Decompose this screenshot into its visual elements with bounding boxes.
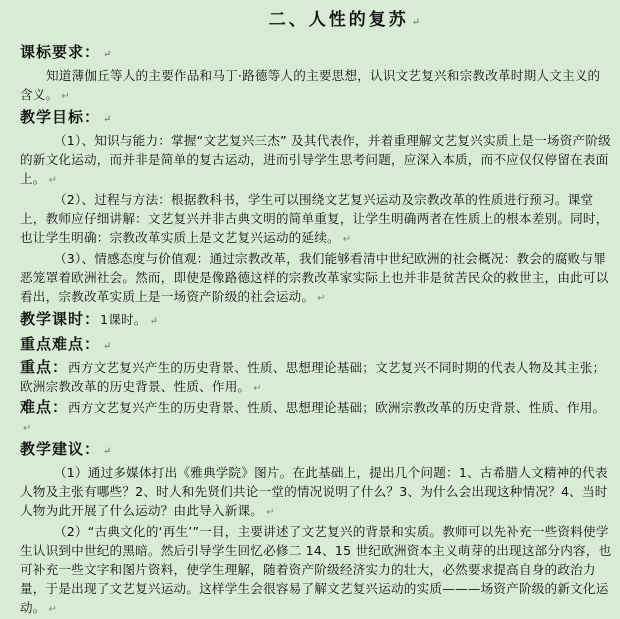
objective-text: （3）、情感态度与价值观：通过宗教改革，我们能够看清中世纪欧洲的社会概况：教会的腐败与罪恶笼罩着欧洲社会。然而，即使是像路德这样的宗教改革家实际上也并非是贫苦民众的救世主，由此可以看出，宗教改革实质上是一场资产阶级的社会运动。	[20, 251, 609, 304]
key-point-paragraph	[20, 358, 612, 398]
key-text: 西方文艺复兴产生的历史背景、性质、思想理论基础；文艺复兴不同时期的代表人物及其主张；欧洲宗教改革的历史背景、性质、作用。	[20, 360, 606, 394]
objectives-heading-text: 教学目标：	[20, 108, 101, 126]
objective-item	[20, 190, 612, 249]
hours-line	[20, 308, 612, 333]
suggestion-item	[20, 463, 612, 522]
key-label: 重点：	[20, 358, 69, 376]
suggestion-text: （1）通过多媒体打出《雅典学院》图片。在此基础上，提出几个问题：1、古希腊人文精神的代表人物及主张有哪些？2、时人和先贤们共论一堂的情况说明了什么？3、为什么会出现这种情况？4、当时人物为此开展了什么运动？由此导入新课。	[20, 465, 608, 518]
suggestion-item	[20, 522, 612, 619]
paragraph-mark: ↵	[149, 316, 160, 327]
hours-text: 1课时。	[100, 312, 147, 327]
suggestions-heading-text: 教学建议：	[20, 440, 101, 458]
difficult-label: 难点：	[20, 398, 69, 416]
key-points-heading	[20, 333, 612, 358]
paragraph-mark: ↵	[23, 423, 32, 434]
paragraph-mark: ↵	[103, 446, 113, 457]
paragraph-mark: ↵	[253, 383, 262, 394]
paragraph-mark: ↵	[317, 293, 326, 304]
paragraph-mark: ↵	[342, 234, 352, 245]
curriculum-heading-text: 课标要求：	[20, 43, 101, 61]
suggestions-heading	[20, 438, 612, 463]
title-text: 二、人性的复苏	[268, 10, 409, 30]
paragraph-mark: ↵	[103, 49, 113, 60]
objective-item	[20, 131, 612, 190]
objectives-heading	[20, 106, 612, 131]
paragraph-mark: ↵	[61, 91, 70, 102]
paragraph-mark: ↵	[103, 341, 113, 352]
page-title	[80, 8, 612, 35]
paragraph-mark: ↵	[411, 17, 424, 28]
paragraph-mark: ↵	[103, 114, 113, 125]
difficult-text: 西方文艺复兴产生的历史背景、性质、思想理论基础；欧洲宗教改革的历史背景、性质、作用。	[68, 400, 606, 415]
key-points-heading-text: 重点难点：	[20, 335, 101, 353]
paragraph-mark: ↵	[48, 604, 58, 615]
curriculum-text	[20, 66, 612, 106]
objective-text: （1）、知识与能力：掌握“文艺复兴三杰” 及其代表作，并着重理解文艺复兴实质上是一场资产阶级的新文化运动，而并非是简单的复古运动，进而引导学生思考问题，应深入本质，而不应仅仅停留在表面上。	[20, 133, 611, 186]
paragraph-mark: ↵	[266, 507, 275, 518]
paragraph-mark: ↵	[48, 175, 58, 186]
curriculum-text-content: 知道薄伽丘等人的主要作品和马丁·路德等人的主要思想，认识文艺复兴和宗教改革时期人文主义的含义。	[20, 68, 601, 102]
objective-text: （2）、过程与方法：根据教科书，学生可以围绕文艺复兴运动及宗教改革的性质进行预习。课堂上，教师应仔细讲解：文艺复兴并非古典文明的简单重复，让学生明确两者在性质上的根本差别。同时，也让学生明确：宗教改革实质上是文艺复兴运动的延续。	[20, 192, 609, 245]
curriculum-heading	[20, 41, 612, 66]
difficult-point-paragraph	[20, 398, 612, 438]
objective-item	[20, 249, 612, 308]
hours-heading-text: 教学课时：	[20, 310, 101, 328]
suggestion-text: （2）“古典文化的‘再生’”一目，主要讲述了文艺复兴的背景和实质。教师可以先补充一些资料使学生认识到中世纪的黑暗。然后引导学生回忆必修二 14、15 世纪欧洲资本主义萌芽的出现这部分内容，也可补充一些文字和图片资料，使学生理解，随着资产阶级经济实力的壮大，必然要求提高自身的政治力量，于是出现了文艺复兴运动。这样学生会很容易了解文艺复兴运动的实质———场资产阶级的新文化运动。	[20, 524, 612, 615]
